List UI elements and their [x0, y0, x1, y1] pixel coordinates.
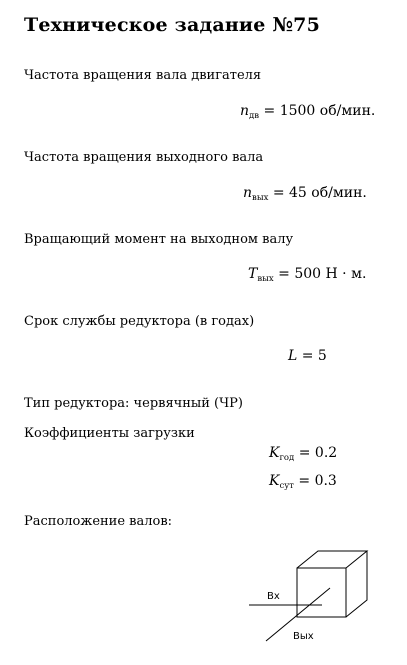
annual-load-symbol: K — [269, 445, 280, 461]
service-life-value: = 5 — [301, 348, 327, 364]
output-torque-subscript: вых — [257, 274, 274, 284]
output-speed-symbol: n — [243, 185, 253, 201]
service-life-symbol: L — [288, 348, 298, 364]
shaft-layout-label: Расположение валов: — [24, 514, 173, 529]
engine-speed-symbol: n — [240, 103, 250, 119]
output-speed-subscript: вых — [252, 193, 269, 203]
engine-speed-value: = 1500 об/мин. — [263, 103, 376, 119]
reducer-top-face — [297, 551, 367, 568]
input-shaft-label: Вх — [267, 591, 280, 602]
service-life-label: Срок службы редуктора (в годах) — [24, 314, 255, 329]
page-title: Техническое задание №75 — [24, 14, 321, 36]
daily-load-value: = 0.3 — [298, 473, 337, 489]
daily-load-symbol: K — [269, 473, 280, 489]
reducer-side-face — [346, 551, 367, 617]
annual-load-value: = 0.2 — [298, 445, 338, 461]
output-speed-label: Частота вращения выходного вала — [24, 150, 264, 165]
output-shaft-label: Вых — [293, 631, 314, 642]
daily-load-subscript: сут — [279, 481, 294, 491]
output-speed-value: = 45 об/мин. — [272, 185, 367, 201]
engine-speed-label: Частота вращения вала двигателя — [24, 68, 262, 83]
load-factors-label: Коэффициенты загрузки — [24, 426, 195, 441]
engine-speed-subscript: дв — [249, 111, 260, 121]
reducer-type-label: Тип редуктора: червячный (ЧР) — [24, 396, 244, 411]
output-torque-label: Вращающий момент на выходном валу — [24, 232, 294, 247]
annual-load-subscript: год — [279, 453, 295, 463]
output-torque-value: = 500 Н · м. — [278, 266, 367, 282]
output-torque-symbol: T — [248, 266, 258, 282]
